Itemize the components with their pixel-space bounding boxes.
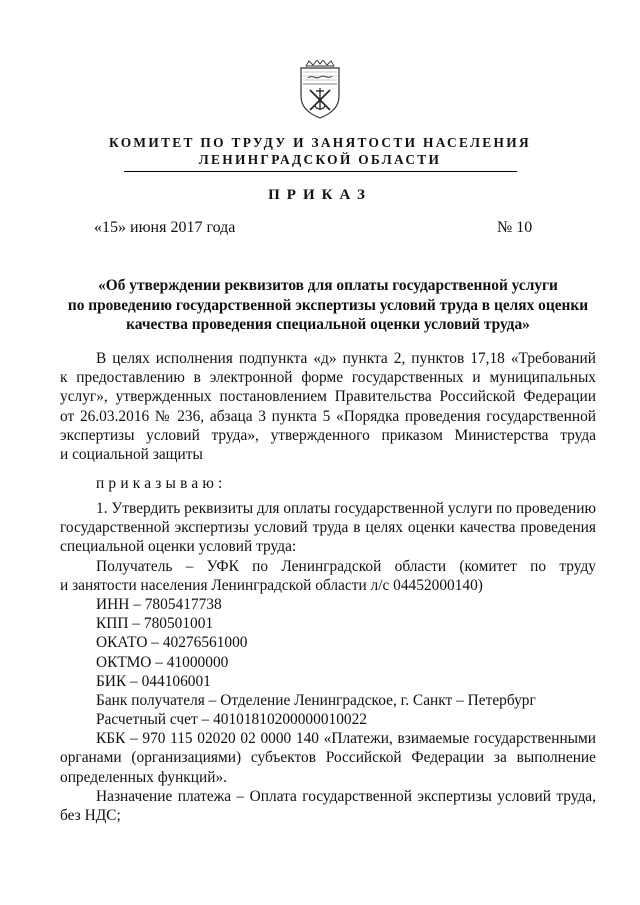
payment-purpose-line: Назначение платежа – Оплата государственной экспертизы условий труда, (96, 787, 596, 805)
item-line: специальной оценки условий труда: (60, 538, 297, 556)
kpp-line: КПП – 780501001 (96, 615, 214, 633)
recipient-line: Получатель – УФК по Ленинградской области (комитет по труду (96, 557, 596, 575)
preamble-line: к предоставлению в электронной форме государственных и муниципальных (60, 369, 596, 387)
okato-line: ОКАТО – 40276561000 (96, 634, 248, 652)
preamble-line: услуг», утвержденных постановлением Правительства Российской Федерации (60, 388, 596, 406)
item-line: 1. Утвердить реквизиты для оплаты государственной услуги по проведению (96, 500, 596, 517)
kbk-line: КБК – 970 115 02020 02 0000 140 «Платежи, взимаемые государственными (96, 730, 596, 748)
decree-word: приказываю: (96, 475, 227, 492)
inn-line: ИНН – 7805417738 (96, 595, 222, 613)
preamble-line: В целях исполнения подпункта «д» пункта 2, пунктов 17,18 «Требований (96, 350, 596, 367)
subject-line: качества проведения специальной оценки условий труда» (126, 316, 530, 333)
coat-of-arms-icon (298, 60, 342, 120)
header-divider (124, 171, 517, 172)
document-date: «15» июня 2017 года (94, 219, 236, 236)
kbk-line: органами (организациями) субъектов Российской Федерации за выполнение (60, 749, 596, 767)
item-line: государственной экспертизы условий труда в целях оценки качества проведения (60, 519, 596, 537)
account-line: Расчетный счет – 40101810200000010022 (96, 711, 367, 729)
preamble-line: и социальной защиты (60, 445, 203, 463)
preamble-paragraph (60, 349, 596, 464)
document-number: № 10 (497, 219, 533, 236)
organization-name-line2: ЛЕНИНГРАДСКОЙ ОБЛАСТИ (198, 152, 442, 167)
preamble-line: от 26.03.2016 № 236, абзаца 3 пункта 5 «Порядка проведения государственной (60, 407, 596, 425)
subject-line: «Об утверждении реквизитов для оплаты государственной услуги (98, 277, 558, 294)
recipient-line: и занятости населения Ленинградской области л/с 04452000140) (60, 576, 483, 594)
document-type-title: ПРИКАЗ (268, 187, 372, 203)
kbk-line: определенных функций». (60, 768, 228, 786)
payment-purpose-line: без НДС; (60, 807, 121, 824)
oktmo-line: ОКТМО – 41000000 (96, 653, 229, 671)
subject-line: по проведению государственной экспертизы условий труда в целях оценки (67, 296, 589, 314)
preamble-line: экспертизы условий труда», утвержденного приказом Министерства труда (60, 426, 596, 444)
document-subject (60, 276, 596, 335)
bik-line: БИК – 044106001 (96, 672, 211, 690)
item-1-paragraph (60, 499, 596, 825)
organization-name-line1: КОМИТЕТ ПО ТРУДУ И ЗАНЯТОСТИ НАСЕЛЕНИЯ (109, 135, 531, 150)
bank-line: Банк получателя – Отделение Ленинградское, г. Санкт – Петербург (96, 691, 536, 709)
